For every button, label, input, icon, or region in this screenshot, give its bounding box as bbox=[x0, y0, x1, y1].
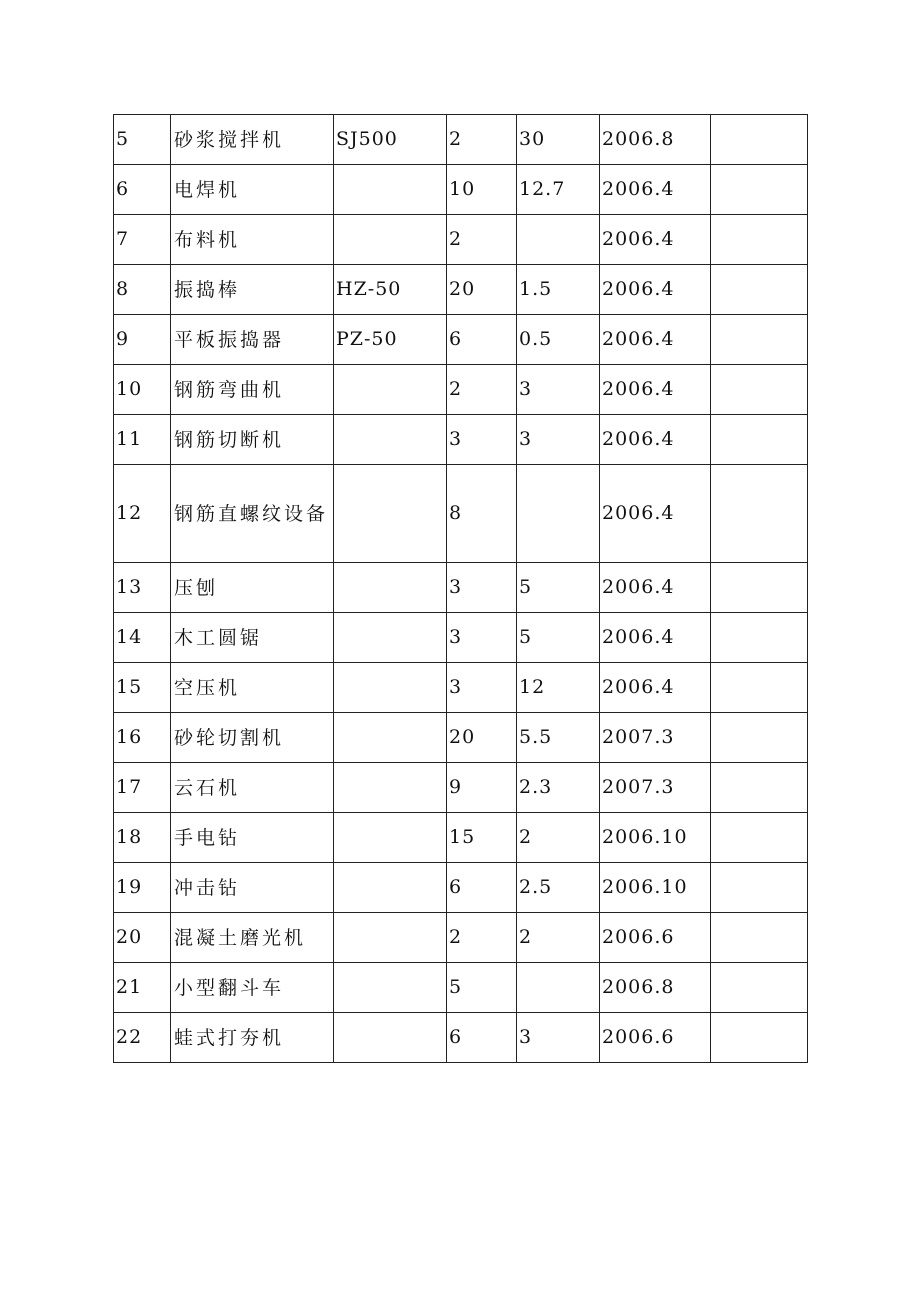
cell-name: 混凝土磨光机 bbox=[171, 913, 334, 963]
cell-name: 平板振捣器 bbox=[171, 315, 334, 365]
cell-quantity: 20 bbox=[447, 265, 517, 315]
cell-note bbox=[711, 813, 808, 863]
cell-model bbox=[334, 663, 447, 713]
cell-quantity: 6 bbox=[447, 315, 517, 365]
equipment-table-body bbox=[114, 115, 808, 1063]
cell-name: 手电钻 bbox=[171, 813, 334, 863]
cell-no: 12 bbox=[114, 465, 171, 563]
cell-date: 2006.10 bbox=[600, 813, 711, 863]
cell-quantity: 15 bbox=[447, 813, 517, 863]
cell-note bbox=[711, 115, 808, 165]
cell-model bbox=[334, 713, 447, 763]
table-row bbox=[114, 465, 808, 563]
cell-model bbox=[334, 963, 447, 1013]
cell-no: 21 bbox=[114, 963, 171, 1013]
cell-model bbox=[334, 415, 447, 465]
cell-date: 2006.4 bbox=[600, 663, 711, 713]
table-row bbox=[114, 663, 808, 713]
cell-name: 蛙式打夯机 bbox=[171, 1013, 334, 1063]
table-row bbox=[114, 913, 808, 963]
cell-no: 20 bbox=[114, 913, 171, 963]
cell-model bbox=[334, 365, 447, 415]
cell-model: HZ-50 bbox=[334, 265, 447, 315]
cell-date: 2006.10 bbox=[600, 863, 711, 913]
cell-note bbox=[711, 763, 808, 813]
table-row bbox=[114, 315, 808, 365]
cell-note bbox=[711, 613, 808, 663]
cell-quantity: 8 bbox=[447, 465, 517, 563]
cell-power bbox=[517, 465, 600, 563]
cell-name: 小型翻斗车 bbox=[171, 963, 334, 1013]
table-row bbox=[114, 165, 808, 215]
cell-power: 3 bbox=[517, 365, 600, 415]
cell-date: 2006.4 bbox=[600, 215, 711, 265]
cell-quantity: 10 bbox=[447, 165, 517, 215]
cell-note bbox=[711, 913, 808, 963]
cell-model bbox=[334, 1013, 447, 1063]
cell-power: 5 bbox=[517, 563, 600, 613]
table-row bbox=[114, 265, 808, 315]
table-row bbox=[114, 215, 808, 265]
cell-no: 8 bbox=[114, 265, 171, 315]
cell-date: 2006.6 bbox=[600, 1013, 711, 1063]
cell-date: 2006.4 bbox=[600, 365, 711, 415]
table-row bbox=[114, 365, 808, 415]
cell-quantity: 3 bbox=[447, 415, 517, 465]
cell-note bbox=[711, 863, 808, 913]
cell-name: 空压机 bbox=[171, 663, 334, 713]
cell-no: 10 bbox=[114, 365, 171, 415]
cell-quantity: 6 bbox=[447, 863, 517, 913]
cell-note bbox=[711, 563, 808, 613]
cell-power: 2 bbox=[517, 813, 600, 863]
cell-name: 振捣棒 bbox=[171, 265, 334, 315]
cell-model bbox=[334, 465, 447, 563]
cell-no: 7 bbox=[114, 215, 171, 265]
table-row bbox=[114, 115, 808, 165]
cell-name: 钢筋弯曲机 bbox=[171, 365, 334, 415]
cell-power: 30 bbox=[517, 115, 600, 165]
cell-note bbox=[711, 713, 808, 763]
cell-no: 9 bbox=[114, 315, 171, 365]
cell-no: 16 bbox=[114, 713, 171, 763]
cell-note bbox=[711, 465, 808, 563]
cell-no: 13 bbox=[114, 563, 171, 613]
cell-model bbox=[334, 813, 447, 863]
cell-power: 1.5 bbox=[517, 265, 600, 315]
cell-date: 2006.4 bbox=[600, 465, 711, 563]
cell-date: 2006.8 bbox=[600, 115, 711, 165]
cell-no: 6 bbox=[114, 165, 171, 215]
cell-model: PZ-50 bbox=[334, 315, 447, 365]
table-row bbox=[114, 863, 808, 913]
cell-date: 2006.6 bbox=[600, 913, 711, 963]
cell-model: SJ500 bbox=[334, 115, 447, 165]
cell-power: 2 bbox=[517, 913, 600, 963]
cell-name: 木工圆锯 bbox=[171, 613, 334, 663]
cell-power: 3 bbox=[517, 415, 600, 465]
cell-date: 2007.3 bbox=[600, 713, 711, 763]
cell-date: 2006.4 bbox=[600, 415, 711, 465]
cell-no: 14 bbox=[114, 613, 171, 663]
cell-model bbox=[334, 763, 447, 813]
table-row bbox=[114, 813, 808, 863]
cell-quantity: 2 bbox=[447, 365, 517, 415]
cell-name: 钢筋切断机 bbox=[171, 415, 334, 465]
cell-power: 5.5 bbox=[517, 713, 600, 763]
table-row bbox=[114, 1013, 808, 1063]
table-row bbox=[114, 713, 808, 763]
cell-note bbox=[711, 365, 808, 415]
cell-power: 0.5 bbox=[517, 315, 600, 365]
cell-date: 2006.8 bbox=[600, 963, 711, 1013]
cell-date: 2007.3 bbox=[600, 763, 711, 813]
cell-name: 砂浆搅拌机 bbox=[171, 115, 334, 165]
cell-power: 5 bbox=[517, 613, 600, 663]
cell-name: 冲击钻 bbox=[171, 863, 334, 913]
cell-power: 2.3 bbox=[517, 763, 600, 813]
cell-note bbox=[711, 415, 808, 465]
cell-date: 2006.4 bbox=[600, 265, 711, 315]
cell-model bbox=[334, 613, 447, 663]
cell-date: 2006.4 bbox=[600, 165, 711, 215]
cell-power bbox=[517, 215, 600, 265]
cell-model bbox=[334, 563, 447, 613]
cell-no: 17 bbox=[114, 763, 171, 813]
cell-date: 2006.4 bbox=[600, 315, 711, 365]
cell-quantity: 3 bbox=[447, 663, 517, 713]
cell-power: 12.7 bbox=[517, 165, 600, 215]
cell-date: 2006.4 bbox=[600, 563, 711, 613]
cell-model bbox=[334, 913, 447, 963]
table-row bbox=[114, 613, 808, 663]
cell-power: 3 bbox=[517, 1013, 600, 1063]
equipment-table bbox=[113, 114, 808, 1063]
table-row bbox=[114, 563, 808, 613]
cell-power: 12 bbox=[517, 663, 600, 713]
cell-model bbox=[334, 215, 447, 265]
cell-note bbox=[711, 215, 808, 265]
cell-note bbox=[711, 265, 808, 315]
table-row bbox=[114, 763, 808, 813]
cell-quantity: 2 bbox=[447, 215, 517, 265]
cell-no: 5 bbox=[114, 115, 171, 165]
cell-quantity: 6 bbox=[447, 1013, 517, 1063]
cell-name: 钢筋直螺纹设备 bbox=[171, 465, 334, 563]
cell-date: 2006.4 bbox=[600, 613, 711, 663]
cell-model bbox=[334, 863, 447, 913]
cell-quantity: 20 bbox=[447, 713, 517, 763]
cell-name: 压刨 bbox=[171, 563, 334, 613]
cell-quantity: 5 bbox=[447, 963, 517, 1013]
cell-power: 2.5 bbox=[517, 863, 600, 913]
cell-no: 15 bbox=[114, 663, 171, 713]
cell-note bbox=[711, 663, 808, 713]
cell-power bbox=[517, 963, 600, 1013]
cell-name: 电焊机 bbox=[171, 165, 334, 215]
cell-quantity: 2 bbox=[447, 115, 517, 165]
cell-quantity: 9 bbox=[447, 763, 517, 813]
cell-note bbox=[711, 165, 808, 215]
cell-no: 11 bbox=[114, 415, 171, 465]
table-row bbox=[114, 415, 808, 465]
cell-name: 砂轮切割机 bbox=[171, 713, 334, 763]
cell-note bbox=[711, 1013, 808, 1063]
cell-quantity: 3 bbox=[447, 563, 517, 613]
cell-no: 22 bbox=[114, 1013, 171, 1063]
cell-name: 云石机 bbox=[171, 763, 334, 813]
table-row bbox=[114, 963, 808, 1013]
cell-note bbox=[711, 963, 808, 1013]
cell-note bbox=[711, 315, 808, 365]
cell-no: 19 bbox=[114, 863, 171, 913]
cell-quantity: 2 bbox=[447, 913, 517, 963]
cell-quantity: 3 bbox=[447, 613, 517, 663]
cell-no: 18 bbox=[114, 813, 171, 863]
cell-name: 布料机 bbox=[171, 215, 334, 265]
cell-model bbox=[334, 165, 447, 215]
